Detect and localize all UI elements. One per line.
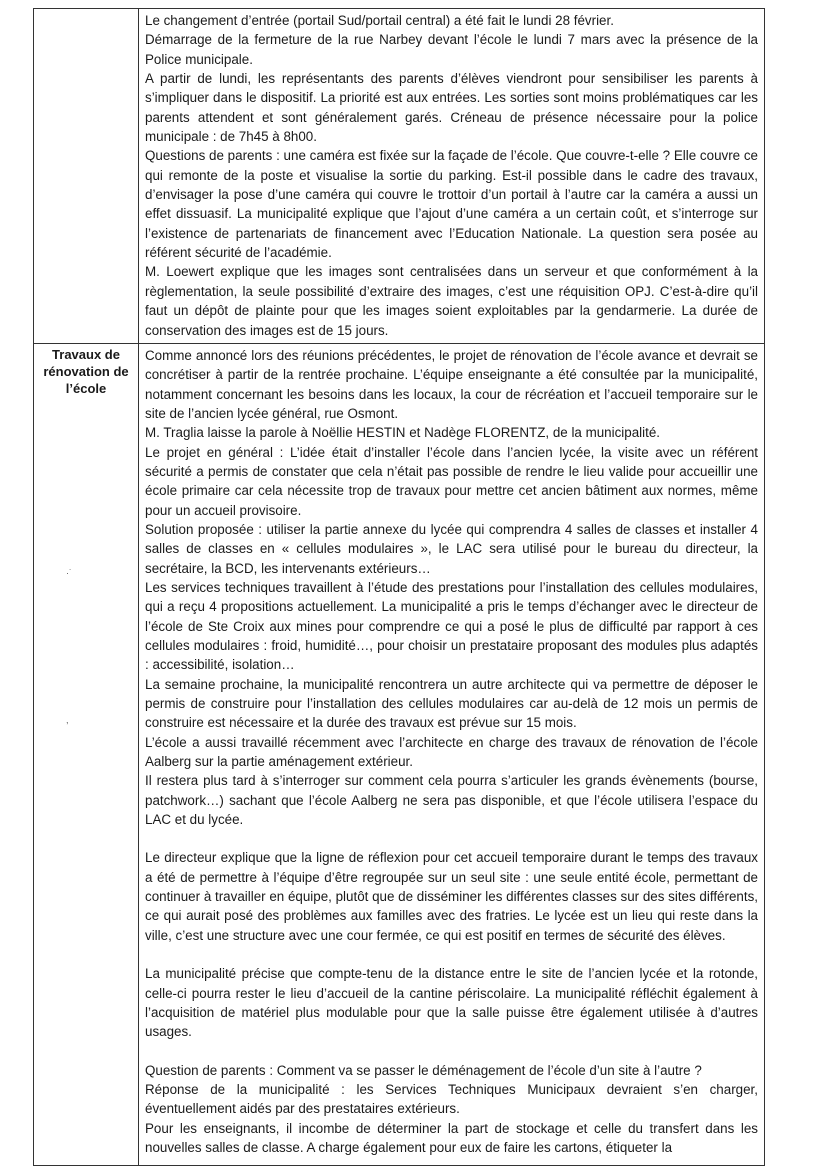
paragraph: Démarrage de la fermeture de la rue Narbey devant l’école le lundi 7 mars avec la présence de la Police municipale. [145,32,758,67]
paragraph: Réponse de la municipalité : les Services Techniques Municipaux devraient s’en charger, éventuellement aidés par des prestataires extérieurs. [145,1081,758,1117]
scan-speck: ·˙ [66,568,72,578]
blank-line [145,945,758,964]
blank-line [145,829,758,848]
paragraph: Questions de parents : une caméra est fixée sur la façade de l’école. Que couvre-t-elle ? Elle couvre ce qui remonte de la poste et visualise la sortie du parking. Est-il possible dans le cadre des travaux, d’envisager la pose d’une caméra qui couvre le trottoir d’un portail à l’autre car la caméra a aussi un effet dissuasif. La municipalité explique que l’ajout d’une caméra a un certain coût, et s’interroge sur l’existence de partenariats de financement avec l’Education Nationale. La question sera posée au référent sécurité de l’académie. [145,148,758,261]
blank-line [145,1042,758,1061]
paragraph: M. Loewert explique que les images sont centralisées dans un serveur et que conformément à la règlementation, la seule possibilité d’extraire des images, c’est une réquisition OPJ. C’est-à-dire qu’il faut un dépôt de plainte pour que les images soient exploitables par la gendarmerie. La durée de conservation des images est de 15 jours. [145,264,758,338]
paragraph: Question de parents : Comment va se passer le déménagement de l’école d’un site à l’autre ? [145,1062,702,1078]
paragraph: La municipalité précise que compte-tenu de la distance entre le site de l’ancien lycée et la rotonde, celle-ci pourra rester le lieu d’accueil de la cantine périscolaire. La municipalité réfléchit également à l’acquisition de matériel plus modulable pour que la salle puisse être également utilisée à d’autres usages. [145,966,758,1040]
paragraph: La semaine prochaine, la municipalité rencontrera un autre architecte qui va permettre de déposer le permis de construire pour l’installation des cellules modulaires car au-delà de 12 mois un permis de construire est nécessaire et la durée des travaux est prévue sur 15 mois. [145,676,758,731]
section-label-cell [34,343,139,1165]
section-label-cell [34,9,139,344]
table-row-security [34,9,765,344]
section-content-cell [139,343,765,1165]
table-row-renovation [34,343,765,1165]
paragraph: Le changement d’entrée (portail Sud/portail central) a été fait le lundi 28 février. [145,13,614,28]
paragraph: Pour les enseignants, il incombe de déterminer la part de stockage et celle du transfert dans les nouvelles salles de classe. A charge également pour eux de faire les cartons, étiqueter la [145,1120,758,1155]
paragraph: A partir de lundi, les représentants des parents d’élèves viendront pour sensibiliser les parents à s’impliquer dans le dispositif. La priorité est aux entrées. Les sorties sont moins problématiques car les parents attendent et sont généralement garés. Créneau de présence nécessaire pour la police municipale : de 7h45 à 8h00. [145,71,758,145]
paragraph: Solution proposée : utiliser la partie annexe du lycée qui comprendra 4 salles de classes et installer 4 salles de classes en « cellules modulaires », le LAC sera utilisé pour le bureau du directeur, la secrétaire, la BCD, les intervenants extérieurs… [145,521,758,576]
minutes-table [33,8,765,1166]
paragraph: Le directeur explique que la ligne de réflexion pour cet accueil temporaire durant le temps des travaux a été de permettre à l’équipe d’être regroupée sur un seul site : une seule entité école, permettant de continuer à travailler en équipe, plutôt que de disséminer les différentes classes sur des sites différents, ce qui aurait posé des problèmes aux familles avec des fratries. Le lycée est un lieu qui reste dans la ville, c’est une structure avec une cour fermée, ce qui est positif en termes de sécurité des élèves. [145,850,758,943]
paragraph: M. Traglia laisse la parole à Noëllie HESTIN et Nadège FLORENTZ, de la municipalité. [145,425,661,441]
paragraph: Comme annoncé lors des réunions précédentes, le projet de rénovation de l’école avance et devrait se concrétiser à partir de la rentrée prochaine. L’équipe enseignante a été consultée par la municipalité, notamment concernant les besoins dans les locaux, la cour de récréation et l’accueil temporaire sur le site de l’ancien lycée général, rue Osmont. [145,347,758,421]
paragraph: Le projet en général : L’idée était d’installer l’école dans l’ancien lycée, la visite avec un référent sécurité a permis de constater que cela n’était pas possible de rendre le lieu valide pour accueillir une école primaire car cela nécessite trop de travaux pour mettre cet ancien bâtiment aux normes, même pour un accueil provisoire. [145,444,758,518]
section-label: Travaux de rénovation de l’école [43,346,129,396]
paragraph: Les services techniques travaillent à l’étude des prestations pour l’installation des cellules modulaires, qui a reçu 4 propositions actuellement. La municipalité a pris le temps d’échanger avec le directeur de l’école de Ste Croix aux mines pour comprendre ce qui a posé le plus de difficulté par rapport à ces cellules modulaires : froid, humidité…, pour choisir un prestataire proposant des modules plus adaptés : accessibilité, isolation… [145,579,758,673]
section-content-cell [139,9,765,344]
scan-speck: , [66,715,69,725]
paragraph: L’école a aussi travaillé récemment avec l’architecte en charge des travaux de rénovation de l’école Aalberg sur la partie aménagement extérieur. [145,734,758,770]
paragraph: Il restera plus tard à s’interroger sur comment cela pourra s’articuler les grands évènements (bourse, patchwork…) sachant que l’école Aalberg ne sera pas disponible, et que l’école utilisera l’espace du LAC et du lycée. [145,773,758,828]
